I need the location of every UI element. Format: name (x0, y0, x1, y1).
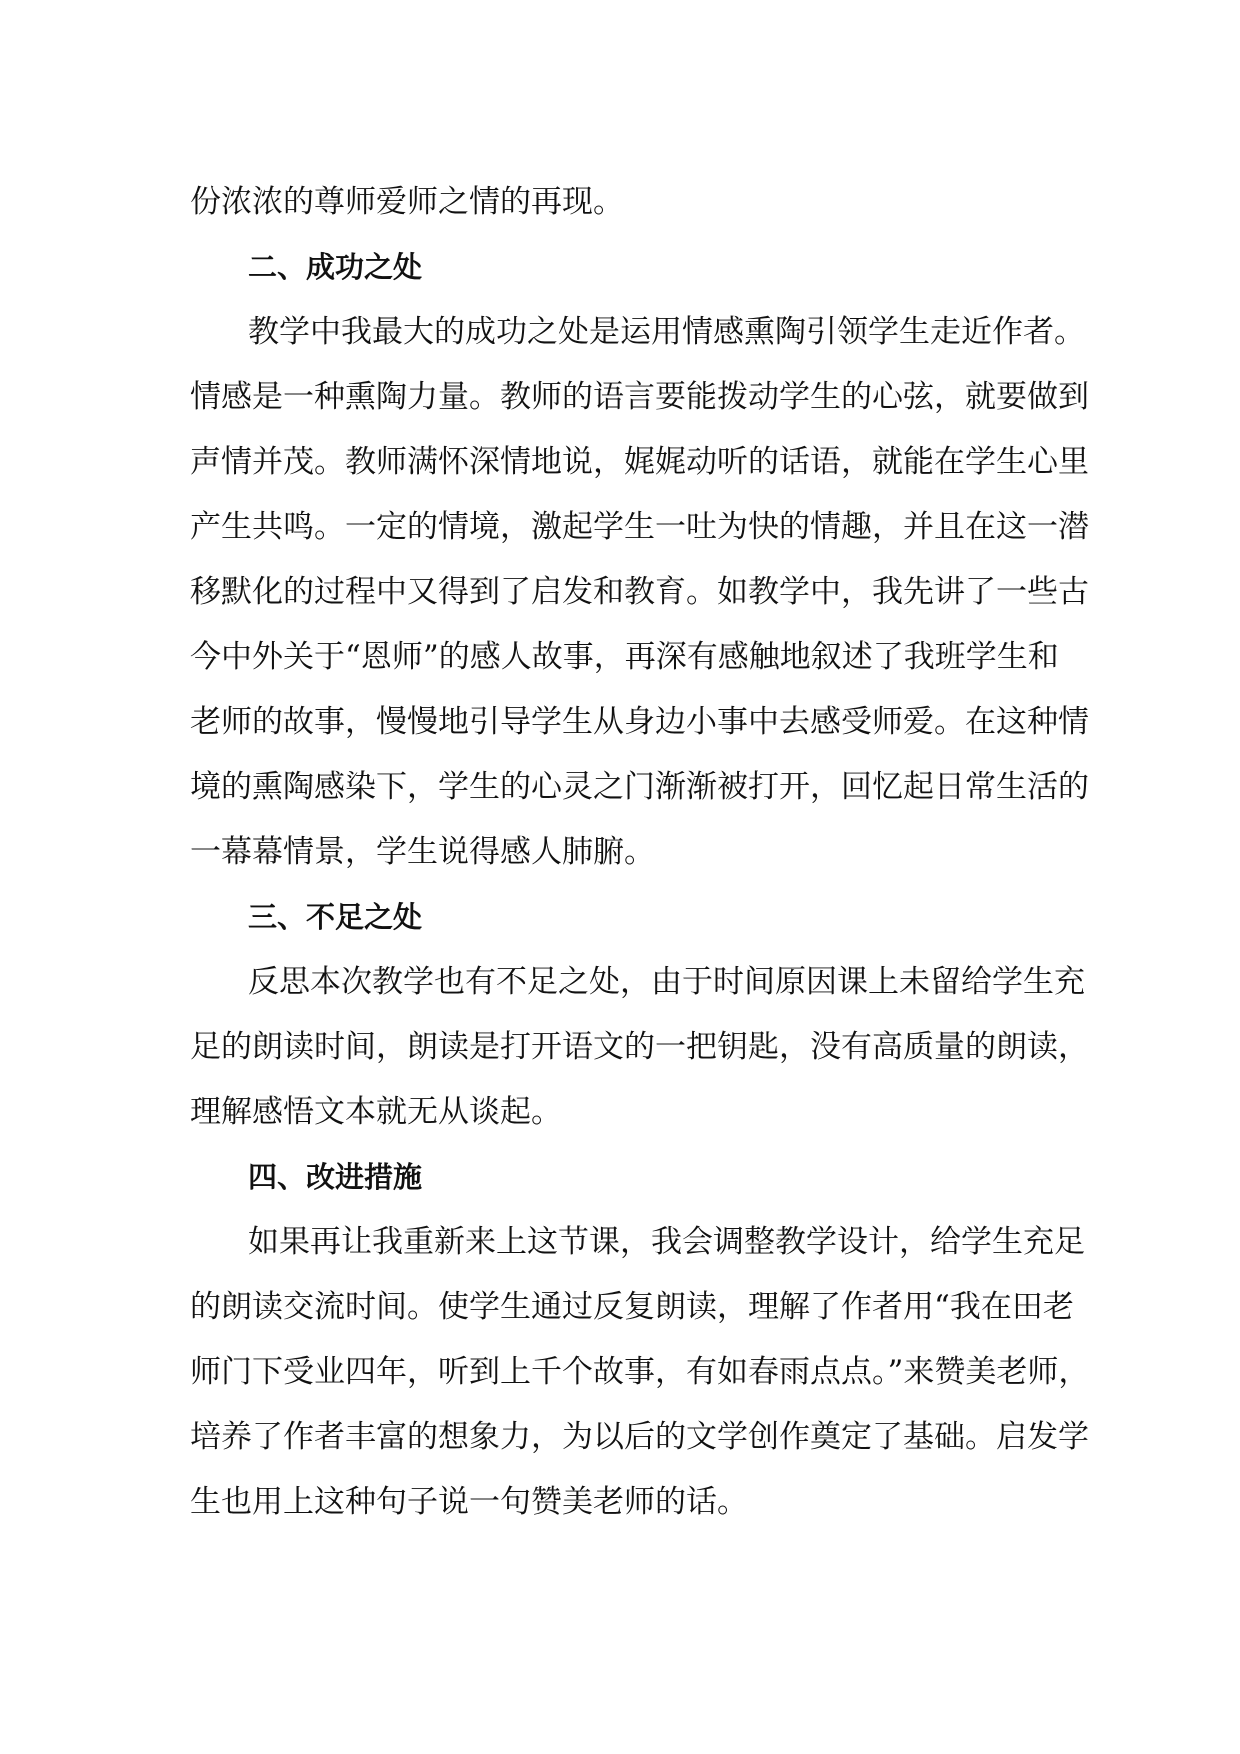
heading-text: 四、改进措施 (248, 1160, 423, 1194)
text-line: 一幕幕情景，学生说得感人肺腑。 (190, 834, 655, 870)
text-line: 理解感悟文本就无从谈起。 (190, 1094, 562, 1130)
heading-text: 二、成功之处 (248, 250, 423, 284)
text-line: 境的熏陶感染下，学生的心灵之门渐渐被打开，回忆起日常生活的 (190, 769, 1089, 805)
text-line: 今中外关于“恩师”的感人故事，再深有感触地叙述了我班学生和 (190, 639, 1059, 675)
text-line: 老师的故事，慢慢地引导学生从身边小事中去感受师爱。在这种情 (190, 704, 1089, 740)
text-line: 情感是一种熏陶力量。教师的语言要能拨动学生的心弦，就要做到 (190, 379, 1089, 415)
text-line: 反思本次教学也有不足之处，由于时间原因课上未留给学生充 (248, 964, 1085, 1000)
text-line: 的朗读交流时间。使学生通过反复朗读，理解了作者用“我在田老 (190, 1289, 1074, 1325)
text-line: 声情并茂。教师满怀深情地说，娓娓动听的话语，就能在学生心里 (190, 444, 1089, 480)
paragraph-success (190, 300, 1089, 885)
text-line: 如果再让我重新来上这节课，我会调整教学设计，给学生充足 (248, 1224, 1085, 1260)
section-heading-shortcomings (190, 885, 1070, 950)
section-heading-improvements (190, 1145, 1070, 1210)
paragraph-improvements (190, 1210, 1090, 1535)
text-line: 份浓浓的尊师爱师之情的再现。 (190, 184, 624, 220)
text-line: 培养了作者丰富的想象力，为以后的文学创作奠定了基础。启发学 (190, 1419, 1089, 1455)
document-body (190, 170, 1090, 1535)
text-line: 足的朗读时间，朗读是打开语文的一把钥匙，没有高质量的朗读， (190, 1029, 1089, 1065)
section-heading-success (190, 235, 1070, 300)
text-line: 产生共鸣。一定的情境，激起学生一吐为快的情趣，并且在这一潜 (190, 509, 1089, 545)
paragraph-shortcomings (190, 950, 1089, 1145)
text-line: 教学中我最大的成功之处是运用情感熏陶引领学生走近作者。 (248, 314, 1085, 350)
text-line: 生也用上这种句子说一句赞美老师的话。 (190, 1484, 748, 1520)
heading-text: 三、不足之处 (248, 900, 423, 934)
paragraph-continuation (190, 170, 1070, 235)
text-line: 移默化的过程中又得到了启发和教育。如教学中，我先讲了一些古 (190, 574, 1089, 610)
text-line: 师门下受业四年，听到上千个故事，有如春雨点点。”来赞美老师， (190, 1354, 1090, 1390)
